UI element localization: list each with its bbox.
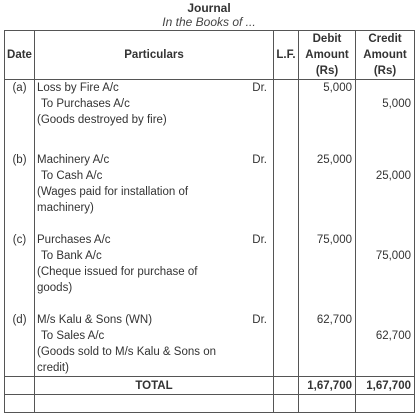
header-credit-line2: Amount [363, 49, 407, 61]
empty-row [5, 395, 415, 413]
header-lf: L.F. [274, 31, 299, 80]
entry-narration: (Cheque issued for purchase of [35, 264, 274, 280]
entry-debit-account [35, 232, 274, 248]
entry-debit-account [35, 312, 274, 328]
entry-narration: (Goods sold to M/s Kalu & Sons on [35, 344, 274, 360]
entry-b-narration-row-2 [5, 200, 415, 216]
dr-marker: Dr. [252, 314, 267, 326]
dr-marker: Dr. [252, 234, 267, 246]
header-date: Date [5, 31, 35, 80]
entry-c-debit-row [5, 232, 415, 248]
header-debit-line3: (Rs) [315, 65, 339, 77]
header-row [5, 31, 415, 80]
entry-credit-amount: 5,000 [356, 96, 415, 112]
header-credit [356, 31, 415, 80]
entry-a-debit-row [5, 80, 415, 97]
entry-credit-account: To Bank A/c [35, 248, 274, 264]
entry-narration: (Wages paid for installation of [35, 184, 274, 200]
journal-table [4, 30, 415, 413]
entry-credit-account: To Purchases A/c [35, 96, 274, 112]
header-credit-line3: (Rs) [373, 65, 397, 77]
entry-b-debit-row [5, 152, 415, 168]
header-debit [299, 31, 356, 80]
entry-c-narration-row [5, 264, 415, 280]
entry-credit-amount: 25,000 [356, 168, 415, 184]
entry-credit-account: To Sales A/c [35, 328, 274, 344]
entry-a-credit-row [5, 96, 415, 112]
dr-marker: Dr. [252, 82, 267, 94]
entry-a-narration-row [5, 112, 415, 128]
account-name: M/s Kalu & Sons (WN) [37, 314, 153, 326]
entry-narration: (Goods destroyed by fire) [35, 112, 274, 128]
entry-credit-amount-blank [356, 80, 415, 97]
entry-debit-account [35, 80, 274, 97]
entry-b-credit-row [5, 168, 415, 184]
header-credit-line1: Credit [368, 33, 402, 45]
entry-debit-amount: 62,700 [299, 312, 356, 328]
entry-debit-amount: 25,000 [299, 152, 356, 168]
journal-subtitle: In the Books of ... [162, 15, 256, 29]
entry-b-narration-row [5, 184, 415, 200]
account-name: Loss by Fire A/c [37, 82, 119, 94]
account-name: Machinery A/c [37, 154, 110, 166]
entry-credit-amount: 62,700 [356, 328, 415, 344]
dr-marker: Dr. [252, 154, 267, 166]
total-debit: 1,67,700 [299, 377, 356, 395]
entry-debit-amount: 5,000 [299, 80, 356, 97]
entry-date: (c) [5, 232, 35, 248]
entry-credit-amount: 75,000 [356, 248, 415, 264]
entry-d-debit-row [5, 312, 415, 328]
entry-lf [274, 80, 299, 97]
entry-d-narration-row [5, 344, 415, 360]
entry-debit-account [35, 152, 274, 168]
entry-d-narration-row-2 [5, 360, 415, 377]
total-credit: 1,67,700 [356, 377, 415, 395]
journal-title: Journal [187, 1, 231, 15]
entry-narration-cont: machinery) [35, 200, 274, 216]
entry-debit-amount: 75,000 [299, 232, 356, 248]
entry-d-credit-row [5, 328, 415, 344]
entry-c-credit-row [5, 248, 415, 264]
entry-credit-account: To Cash A/c [35, 168, 274, 184]
entry-c-narration-row-2 [5, 280, 415, 296]
header-particulars: Particulars [35, 31, 274, 80]
total-row [5, 377, 415, 395]
entry-date: (b) [5, 152, 35, 168]
header-debit-line2: Amount [305, 49, 349, 61]
entry-date: (d) [5, 312, 35, 328]
entry-narration-cont: credit) [35, 360, 274, 377]
entry-narration-cont: goods) [35, 280, 274, 296]
header-debit-line1: Debit [312, 33, 342, 45]
account-name: Purchases A/c [37, 234, 111, 246]
total-label: TOTAL [35, 377, 274, 395]
entry-date: (a) [5, 80, 35, 97]
